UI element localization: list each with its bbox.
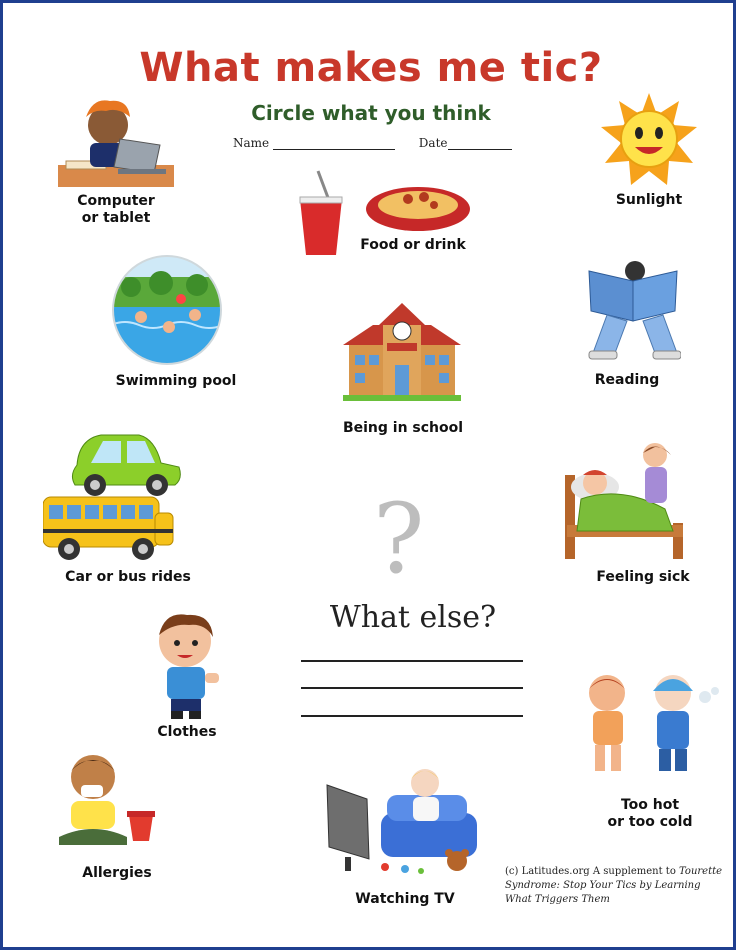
answer-line-3[interactable] bbox=[301, 715, 523, 717]
sun-icon bbox=[599, 91, 699, 187]
date-line[interactable] bbox=[448, 149, 512, 150]
name-line[interactable] bbox=[273, 149, 395, 150]
answer-line-1[interactable] bbox=[301, 660, 523, 662]
credit-note bbox=[505, 865, 725, 907]
label-allergies: Allergies bbox=[82, 865, 152, 881]
label-sunlight: Sunlight bbox=[615, 192, 683, 208]
allergies-illustration bbox=[53, 749, 163, 849]
label-school: Being in school bbox=[342, 420, 464, 436]
label-tv: Watching TV bbox=[355, 891, 455, 907]
hot-cold-illustration bbox=[577, 671, 723, 779]
credit-prefix: (c) Latitudes.org A supplement to bbox=[505, 866, 680, 877]
page-title: What makes me tic? bbox=[139, 45, 603, 91]
car-bus-illustration bbox=[43, 425, 183, 563]
label-computer: Computer or tablet bbox=[77, 193, 155, 226]
computer-illustration bbox=[58, 95, 174, 191]
clothes-illustration bbox=[149, 611, 225, 721]
label-food: Food or drink bbox=[360, 237, 466, 253]
page-subtitle: Circle what you think bbox=[251, 101, 491, 125]
name-label: Name bbox=[233, 136, 270, 150]
question-mark: ? bbox=[373, 483, 425, 595]
label-clothes: Clothes bbox=[157, 724, 217, 740]
watching-tv-illustration bbox=[325, 765, 481, 881]
name-date-fields bbox=[233, 136, 532, 150]
answer-line-2[interactable] bbox=[301, 687, 523, 689]
label-swimming: Swimming pool bbox=[115, 373, 237, 389]
feeling-sick-illustration bbox=[561, 439, 687, 563]
school-illustration bbox=[343, 303, 461, 403]
what-else-heading: What else? bbox=[329, 600, 497, 635]
label-hot-cold: Too hot or too cold bbox=[607, 797, 693, 830]
label-car-bus: Car or bus rides bbox=[65, 569, 191, 585]
label-sick: Feeling sick bbox=[596, 569, 690, 585]
reading-illustration bbox=[587, 259, 681, 361]
swimming-pool-illustration bbox=[111, 255, 223, 365]
credit-book-title: Tourette Syndrome: Stop Your Tics by Learning What Triggers Them bbox=[505, 866, 723, 905]
date-label: Date bbox=[418, 136, 448, 150]
label-reading: Reading bbox=[594, 372, 660, 388]
